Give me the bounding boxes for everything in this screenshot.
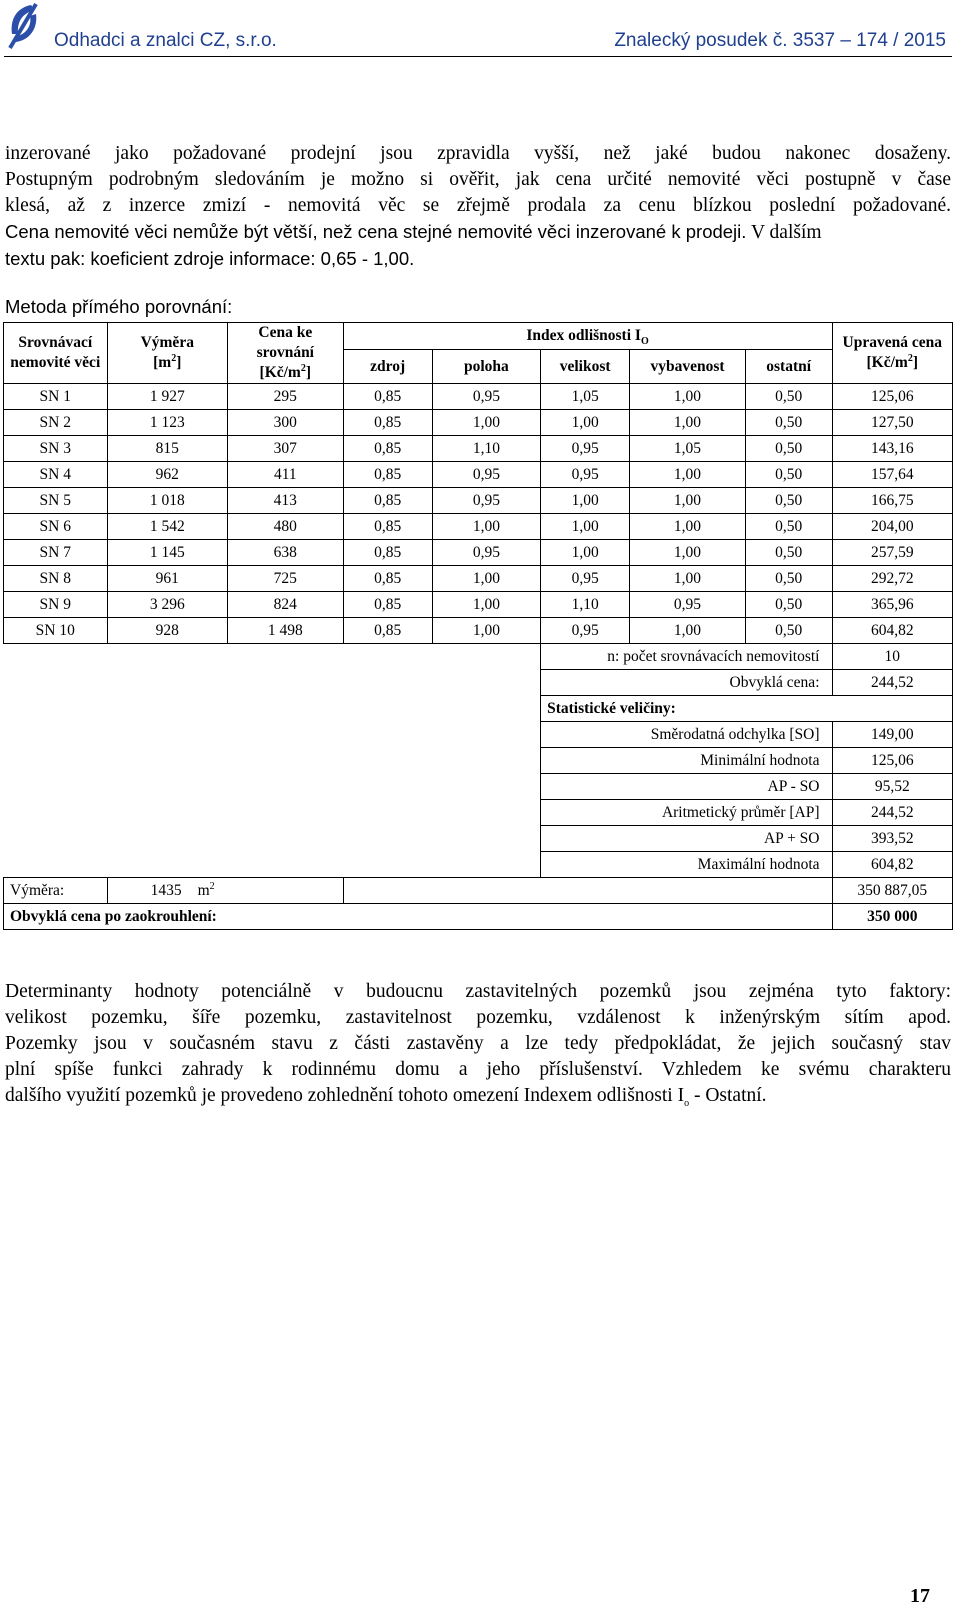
- table-cell: 157,64: [832, 462, 953, 488]
- stats-value: 393,52: [832, 826, 953, 852]
- table-cell: SN 8: [4, 566, 108, 592]
- header-equipment: vybavenost: [630, 350, 746, 384]
- table-cell: 365,96: [832, 592, 953, 618]
- table-cell: 0,85: [343, 488, 432, 514]
- stats-title: Statistické veličiny:: [541, 696, 953, 722]
- company-logo-icon: [4, 2, 44, 50]
- table-cell: 1 123: [107, 410, 227, 436]
- table-cell: 0,50: [745, 618, 832, 644]
- intro-paragraph: [5, 141, 951, 272]
- table-cell: 125,06: [832, 384, 953, 410]
- intro-line: V dalším: [746, 222, 822, 243]
- table-cell: 1 145: [107, 540, 227, 566]
- stats-value: 604,82: [832, 852, 953, 878]
- table-cell: 480: [227, 514, 343, 540]
- table-cell: 0,50: [745, 436, 832, 462]
- table-cell: 0,50: [745, 384, 832, 410]
- table-row: [4, 384, 953, 410]
- table-cell: 0,50: [745, 488, 832, 514]
- intro-line: Postupným podrobným sledováním je možno si ověřit, jak cena určité nemovité věci postupně v čase: [5, 169, 951, 190]
- stats-label: AP + SO: [541, 826, 832, 852]
- table-cell: 1 498: [227, 618, 343, 644]
- table-cell: 1 018: [107, 488, 227, 514]
- header-comparables: Srovnávací nemovité věci: [4, 323, 108, 384]
- table-cell: 961: [107, 566, 227, 592]
- table-cell: 638: [227, 540, 343, 566]
- intro-line: klesá, až z inzerce zmizí - nemovitá věc se zřejmě prodala za cenu blízkou poslední požadované.: [5, 195, 951, 216]
- table-cell: 0,85: [343, 566, 432, 592]
- report-number: Znalecký posudek č. 3537 – 174 / 2015: [614, 30, 946, 51]
- intro-line: Cena nemovité věci nemůže být větší, než cena stejné nemovité věci inzerované k prodeji.: [5, 221, 747, 242]
- table-cell: 127,50: [832, 410, 953, 436]
- table-cell: 0,95: [432, 384, 540, 410]
- company-name: Odhadci a znalci CZ, s.r.o.: [54, 30, 277, 51]
- table-cell: 928: [107, 618, 227, 644]
- header-other: ostatní: [745, 350, 832, 384]
- table-cell: 1,00: [630, 410, 746, 436]
- comparison-table: [3, 322, 953, 930]
- area-total: 350 887,05: [832, 878, 953, 904]
- rounded-price-value: 350 000: [832, 904, 953, 930]
- table-cell: 0,50: [745, 566, 832, 592]
- table-cell: 1,00: [541, 540, 630, 566]
- count-value: 10: [832, 644, 953, 670]
- table-cell: SN 9: [4, 592, 108, 618]
- table-cell: 0,85: [343, 384, 432, 410]
- stats-label: AP - SO: [541, 774, 832, 800]
- table-cell: 0,50: [745, 540, 832, 566]
- table-cell: 0,95: [541, 618, 630, 644]
- table-cell: 1,00: [630, 618, 746, 644]
- intro-line: textu pak: koeficient zdroje informace: 0,65 - 1,00.: [5, 248, 415, 269]
- table-cell: 0,50: [745, 592, 832, 618]
- table-cell: 0,50: [745, 410, 832, 436]
- table-cell: 0,85: [343, 514, 432, 540]
- table-cell: 1,00: [630, 540, 746, 566]
- conclusion-line: dalšího využití pozemků je provedeno zohlednění tohoto omezení Indexem odlišnosti I: [5, 1085, 685, 1106]
- intro-line: inzerované jako požadované prodejní jsou zpravidla vyšší, než jaké budou nakonec dosaženy.: [5, 143, 951, 164]
- stats-label: Minimální hodnota: [541, 748, 832, 774]
- area-label: Výměra:: [4, 878, 108, 904]
- conclusion-line: Determinanty hodnoty potenciálně v budoucnu zastavitelných pozemků jsou zejména tyto faktory:: [5, 981, 951, 1002]
- table-cell: 166,75: [832, 488, 953, 514]
- table-cell: SN 3: [4, 436, 108, 462]
- header-adjusted-price: Upravená cena $[Kč/m^2]$: [832, 323, 953, 384]
- stats-label: Aritmetický průměr [AP]: [541, 800, 832, 826]
- table-cell: 1,00: [630, 566, 746, 592]
- table-cell: SN 5: [4, 488, 108, 514]
- table-cell: SN 2: [4, 410, 108, 436]
- table-cell: 1,00: [432, 618, 540, 644]
- header-source: zdroj: [343, 350, 432, 384]
- table-cell: 0,95: [432, 540, 540, 566]
- table-cell: 411: [227, 462, 343, 488]
- typical-price-value: 244,52: [832, 670, 953, 696]
- typical-price-label: Obvyklá cena:: [541, 670, 832, 696]
- table-cell: 292,72: [832, 566, 953, 592]
- table-row: [4, 514, 953, 540]
- stats-label: Maximální hodnota: [541, 852, 832, 878]
- stats-row: [4, 774, 953, 800]
- stats-value: 95,52: [832, 774, 953, 800]
- table-cell: 0,95: [541, 566, 630, 592]
- table-cell: 0,50: [745, 462, 832, 488]
- table-cell: 0,85: [343, 410, 432, 436]
- table-cell: 143,16: [832, 436, 953, 462]
- table-cell: 1,00: [432, 514, 540, 540]
- conclusion-line: Pozemky jsou v současném stavu z části zastavěny a lze tedy předpokládat, že jejich současný stav: [5, 1033, 951, 1054]
- table-cell: 1 542: [107, 514, 227, 540]
- table-cell: 307: [227, 436, 343, 462]
- stats-row: [4, 826, 953, 852]
- table-cell: 725: [227, 566, 343, 592]
- area-value: 1435: [150, 881, 182, 899]
- table-cell: 0,95: [432, 462, 540, 488]
- header-location: poloha: [432, 350, 540, 384]
- table-cell: 1,05: [630, 436, 746, 462]
- header-index: Index odlišnosti $I_O$: [343, 323, 832, 350]
- table-cell: SN 7: [4, 540, 108, 566]
- table-cell: 1,05: [541, 384, 630, 410]
- area-cell: 1435 $m^2$: [107, 878, 343, 904]
- table-row: [4, 540, 953, 566]
- stats-row: [4, 748, 953, 774]
- stats-value: 149,00: [832, 722, 953, 748]
- stats-row: [4, 800, 953, 826]
- conclusion-line: - Ostatní.: [689, 1085, 767, 1106]
- table-cell: SN 10: [4, 618, 108, 644]
- conclusion-line: velikost pozemku, šíře pozemku, zastavitelnost pozemku, vzdálenost k inženýrským sítím apod.: [5, 1007, 951, 1028]
- table-cell: 1,00: [432, 410, 540, 436]
- table-cell: 1,00: [630, 384, 746, 410]
- area-unit: m: [197, 881, 210, 899]
- stats-value: 125,06: [832, 748, 953, 774]
- table-row: [4, 592, 953, 618]
- table-cell: 824: [227, 592, 343, 618]
- table-cell: 0,95: [541, 462, 630, 488]
- table-cell: 1,00: [630, 462, 746, 488]
- table-cell: 1,00: [541, 410, 630, 436]
- table-cell: 0,85: [343, 592, 432, 618]
- page-number: 17: [910, 1585, 930, 1607]
- table-cell: SN 4: [4, 462, 108, 488]
- table-row: [4, 462, 953, 488]
- stats-row: [4, 722, 953, 748]
- table-cell: 204,00: [832, 514, 953, 540]
- table-cell: 0,85: [343, 540, 432, 566]
- table-cell: SN 1: [4, 384, 108, 410]
- table-cell: 0,50: [745, 514, 832, 540]
- table-cell: 1,10: [541, 592, 630, 618]
- header-price: Cena ke srovnání $[Kč/m^2]$: [227, 323, 343, 384]
- method-title: Metoda přímého porovnání:: [5, 296, 233, 317]
- table-cell: 257,59: [832, 540, 953, 566]
- table-cell: 1,00: [432, 592, 540, 618]
- table-cell: 1,00: [630, 488, 746, 514]
- table-row: [4, 566, 953, 592]
- table-cell: 962: [107, 462, 227, 488]
- table-cell: 0,95: [630, 592, 746, 618]
- table-cell: 1,00: [432, 566, 540, 592]
- table-row: [4, 618, 953, 644]
- table-cell: 604,82: [832, 618, 953, 644]
- conclusion-paragraph: [5, 979, 951, 1109]
- stats-label: Směrodatná odchylka [SO]: [541, 722, 832, 748]
- table-cell: SN 6: [4, 514, 108, 540]
- rounded-price-label: Obvyklá cena po zaokrouhlení:: [4, 904, 833, 930]
- table-cell: 815: [107, 436, 227, 462]
- table-cell: 0,85: [343, 462, 432, 488]
- table-cell: 0,85: [343, 436, 432, 462]
- conclusion-line: plní spíše funkci zahrady k rodinnému domu a jeho příslušenství. Vzhledem ke svému charakteru: [5, 1059, 951, 1080]
- table-cell: 295: [227, 384, 343, 410]
- table-cell: 300: [227, 410, 343, 436]
- table-cell: 0,95: [432, 488, 540, 514]
- table-row: [4, 436, 953, 462]
- table-row: [4, 410, 953, 436]
- stats-value: 244,52: [832, 800, 953, 826]
- table-cell: 1,00: [541, 488, 630, 514]
- table-cell: 1,00: [630, 514, 746, 540]
- header-area: Výměra $[m^2]$: [107, 323, 227, 384]
- conclusion-subscript: o: [684, 1097, 690, 1109]
- count-label: n: počet srovnávacích nemovitostí: [541, 644, 832, 670]
- table-cell: 3 296: [107, 592, 227, 618]
- table-cell: 1,10: [432, 436, 540, 462]
- table-cell: 1 927: [107, 384, 227, 410]
- stats-row: [4, 852, 953, 878]
- header-size: velikost: [541, 350, 630, 384]
- table-cell: 1,00: [541, 514, 630, 540]
- table-cell: 0,85: [343, 618, 432, 644]
- page-header: [4, 0, 952, 57]
- table-row: [4, 488, 953, 514]
- table-cell: 0,95: [541, 436, 630, 462]
- table-cell: 413: [227, 488, 343, 514]
